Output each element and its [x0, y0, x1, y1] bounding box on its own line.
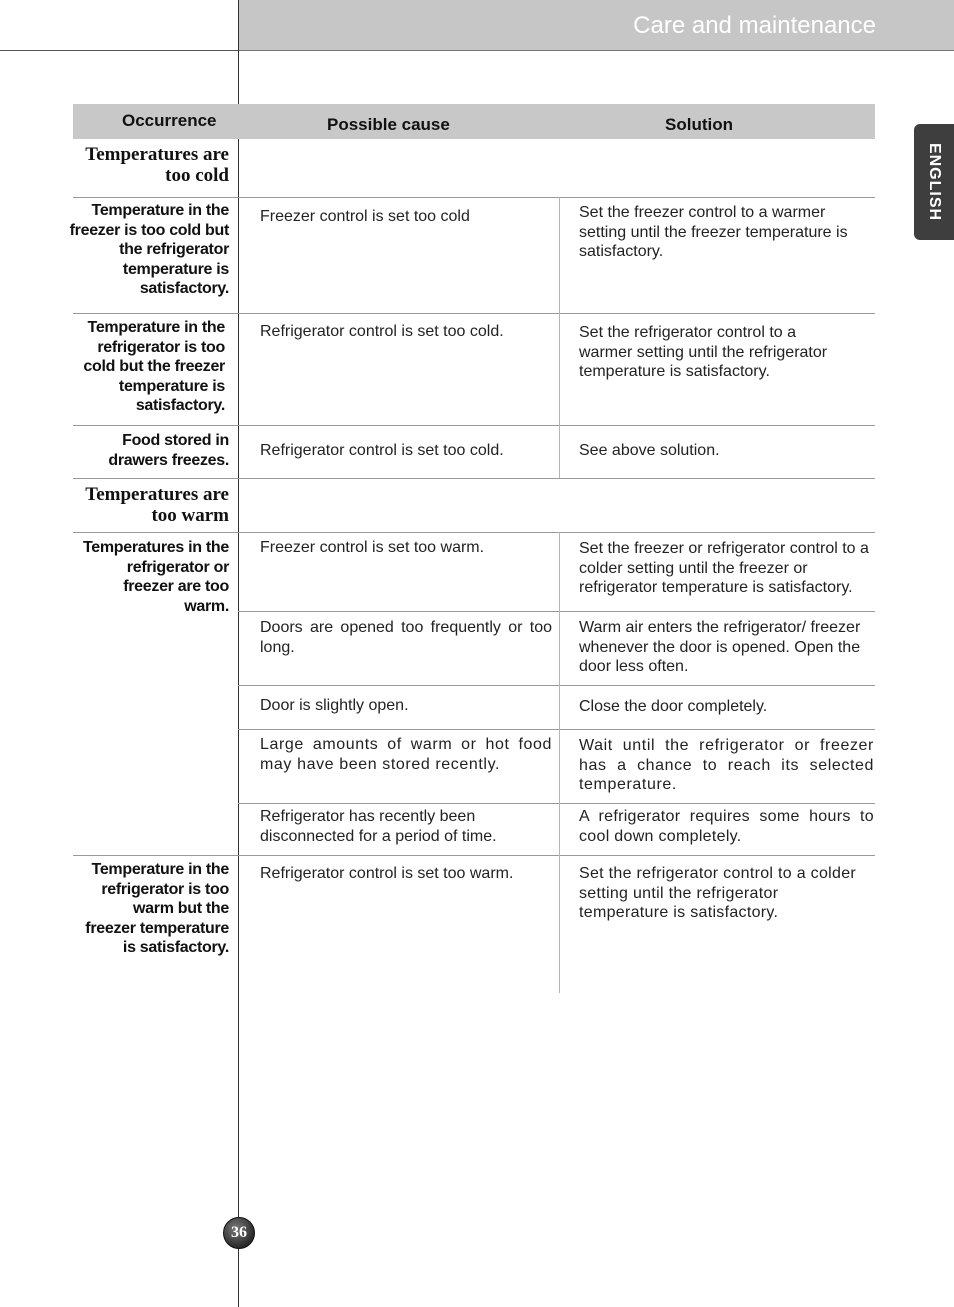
cause-text: Freezer control is set too warm. [260, 539, 485, 556]
cause-text: Large amounts of warm or hot food may have been stored recently. [260, 736, 552, 773]
solution-text: Set the freezer control to a warmer setting until the freezer temperature is satisfactory. [579, 204, 848, 261]
solution-text: Close the door completely. [579, 698, 768, 715]
group-heading-too-warm: Temperatures are too warm [85, 484, 229, 526]
cause-text: Refrigerator control is set too cold. [260, 323, 504, 340]
language-tab [914, 124, 954, 240]
language-tab-label: ENGLISH [926, 142, 943, 222]
solution-text: Set the refrigerator control to a colder setting until the refrigerator temperature is satisfactory. [579, 865, 857, 922]
page-number-badge [223, 1217, 255, 1249]
column-divider [559, 197, 560, 478]
occurrence-text: Temperatures in the refrigerator or freezer are too warm. [82, 539, 229, 615]
solution-text: Wait until the refrigerator or freezer has a chance to reach its selected temperature. [579, 737, 874, 794]
solution-text: See above solution. [579, 442, 720, 459]
header-occurrence: Occurrence [122, 111, 217, 130]
row-divider [238, 729, 875, 730]
row-divider [238, 685, 875, 686]
page-title: Care and maintenance [633, 12, 876, 39]
page-number: 36 [231, 1224, 247, 1241]
cause-text: Refrigerator control is set too cold. [260, 442, 504, 459]
row-divider [238, 803, 875, 804]
cause-text: Freezer control is set too cold [260, 208, 470, 225]
solution-text: A refrigerator requires some hours to cool down completely. [579, 808, 874, 845]
row-divider [73, 855, 875, 856]
row-divider [73, 313, 875, 314]
row-divider [238, 611, 875, 612]
cause-text: Doors are opened too frequently or too long. [260, 619, 552, 656]
solution-text: Set the refrigerator control to a warmer setting until the refrigerator temperature is satisfactory. [579, 324, 828, 381]
occurrence-text: Temperature in the refrigerator is too cold but the freezer temperature is satisfactory. [83, 319, 225, 415]
header-divider [0, 50, 238, 51]
row-divider [73, 197, 875, 198]
row-divider [73, 478, 875, 479]
row-divider [73, 425, 875, 426]
column-divider [559, 532, 560, 993]
header-possible-cause: Possible cause [327, 115, 450, 134]
occurrence-text: Food stored in drawers freezes. [108, 432, 229, 469]
header-solution: Solution [665, 115, 733, 134]
group-heading-too-cold: Temperatures are too cold [85, 144, 229, 186]
cause-text: Refrigerator has recently been disconnected for a period of time. [260, 808, 497, 845]
cause-text: Door is slightly open. [260, 697, 409, 714]
occurrence-text: Temperature in the freezer is too cold but the refrigerator temperature is satisfactory. [69, 202, 229, 298]
row-divider [73, 532, 875, 533]
solution-text: Set the freezer or refrigerator control to a colder setting until the freezer or refrigerator temperature is satisfactory. [579, 540, 869, 597]
cause-text: Refrigerator control is set too warm. [260, 865, 514, 882]
header-divider-right [238, 50, 954, 51]
occurrence-text: Temperature in the refrigerator is too warm but the freezer temperature is satisfactory. [85, 861, 229, 957]
solution-text: Warm air enters the refrigerator/ freezer whenever the door is opened. Open the door less often. [579, 619, 861, 676]
